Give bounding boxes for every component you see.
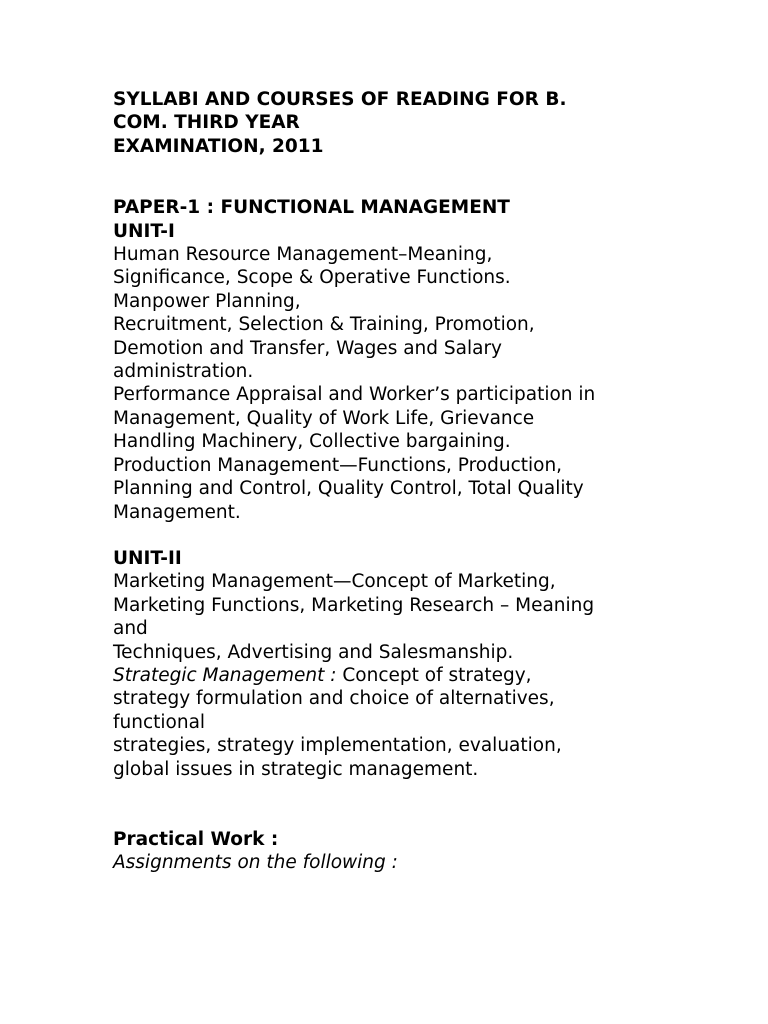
unit-1-line: Recruitment, Selection & Training, Promotion,: [113, 314, 535, 336]
strategic-management-label: Strategic Management :: [113, 664, 337, 686]
unit-1-heading: UNIT-I: [113, 220, 175, 242]
unit-2-heading: UNIT-II: [113, 547, 182, 569]
spacer: [113, 781, 713, 828]
unit-2-line: strategy formulation and choice of alternatives,: [113, 688, 555, 710]
unit-1-line: Significance, Scope & Operative Functions.: [113, 267, 511, 289]
unit-2-line: functional: [113, 711, 206, 733]
title-line-1: SYLLABI AND COURSES OF READING FOR B.: [113, 89, 567, 110]
unit-2-line: and: [113, 618, 148, 640]
practical-work-subheading: Assignments on the following :: [113, 852, 398, 874]
unit-1-section: [113, 220, 713, 524]
unit-1-line: Production Management—Functions, Production,: [113, 454, 563, 476]
unit-1-line: Handling Machinery, Collective bargaining.: [113, 431, 511, 453]
unit-2-line: global issues in strategic management.: [113, 758, 479, 780]
unit-2-section: [113, 547, 713, 781]
unit-1-line: Management, Quality of Work Life, Grievance: [113, 407, 535, 429]
unit-2-line: Marketing Functions, Marketing Research – Meaning: [113, 594, 595, 616]
practical-work-section: [113, 828, 713, 875]
practical-work-heading: Practical Work :: [113, 828, 279, 850]
strategic-management-line: [113, 664, 713, 687]
document-page: [113, 88, 713, 875]
paper-heading: PAPER-1 : FUNCTIONAL MANAGEMENT: [113, 197, 510, 219]
unit-2-line: strategies, strategy implementation, evaluation,: [113, 735, 562, 757]
title-line-3: EXAMINATION, 2011: [113, 135, 324, 157]
unit-1-line: Demotion and Transfer, Wages and Salary: [113, 337, 503, 359]
unit-2-line: Techniques, Advertising and Salesmanship.: [113, 641, 514, 663]
spacer: [113, 524, 713, 547]
unit-1-line: Manpower Planning,: [113, 290, 301, 312]
unit-1-line: Human Resource Management–Meaning,: [113, 244, 493, 266]
unit-1-line: Performance Appraisal and Worker’s participation in: [113, 384, 596, 406]
document-title: [113, 88, 713, 158]
unit-1-line: administration.: [113, 361, 254, 383]
strategic-management-text: Concept of strategy,: [336, 664, 532, 686]
unit-1-line: Planning and Control, Quality Control, Total Quality: [113, 478, 584, 500]
spacer: [113, 158, 713, 196]
unit-1-line: Management.: [113, 501, 241, 523]
unit-2-line: Marketing Management—Concept of Marketing,: [113, 571, 556, 593]
title-line-2: COM. THIRD YEAR: [113, 112, 300, 134]
